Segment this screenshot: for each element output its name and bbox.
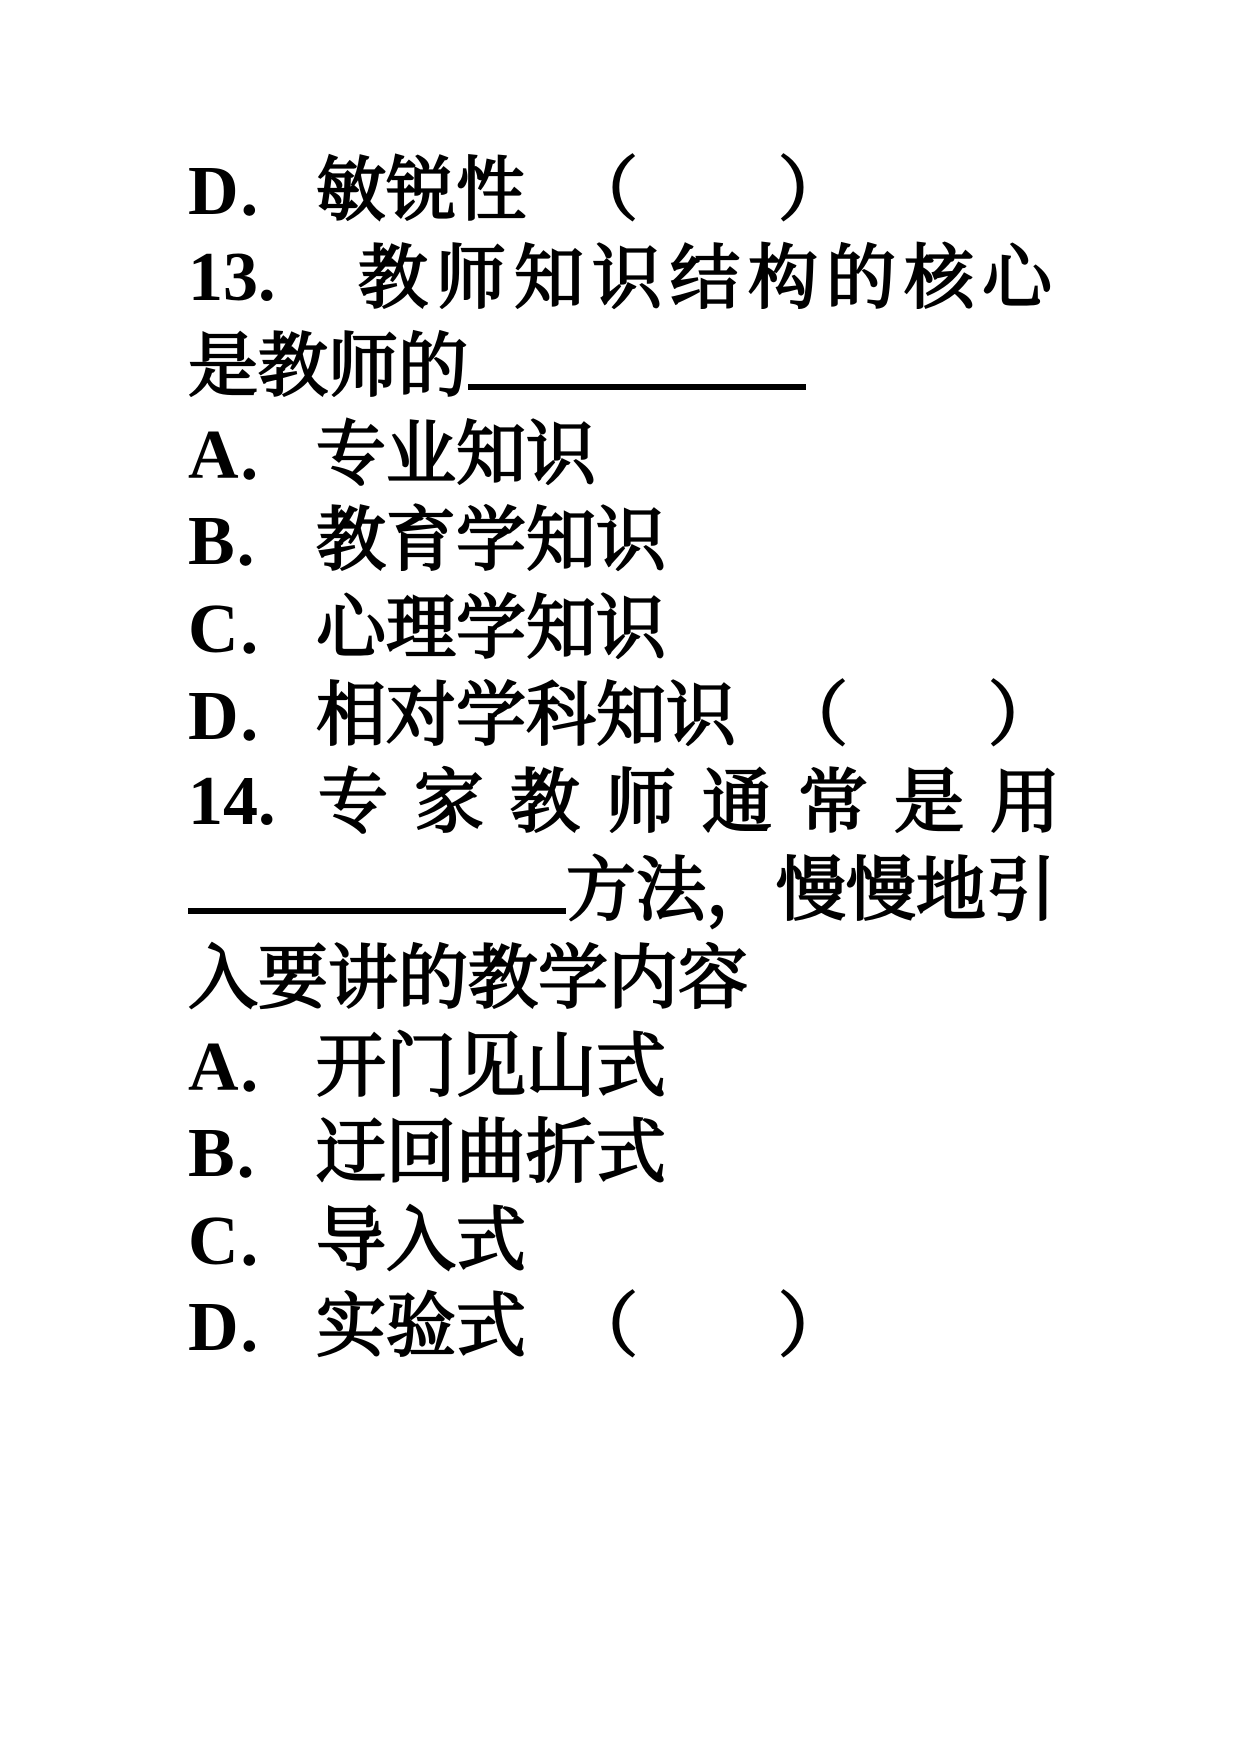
answer-parentheses: （ ） <box>568 1284 848 1367</box>
option-label: C． <box>188 591 309 668</box>
option-text: 教育学知识 <box>316 498 666 581</box>
option-text: 开门见山式 <box>316 1024 666 1107</box>
option-label: B． <box>188 503 305 580</box>
fill-in-blank <box>188 852 566 914</box>
q14-stem-line-3 <box>188 938 748 1018</box>
fill-in-blank <box>468 328 806 390</box>
q14-stem-line-1 <box>188 760 1086 843</box>
option-text: 导入式 <box>316 1198 526 1281</box>
question-stem-text: 方法，慢慢地引 <box>566 848 1056 931</box>
q14-option-b <box>188 1112 666 1192</box>
q14-stem-line-2 <box>188 850 1056 930</box>
q13-stem-line-1 <box>188 238 1060 318</box>
question-stem-text: 是教师的 <box>188 324 468 407</box>
option-label: A． <box>188 417 309 494</box>
option-label: B． <box>188 1115 305 1192</box>
option-text: 敏锐性 <box>316 148 526 231</box>
option-label: D． <box>188 153 309 230</box>
question-stem-text: 入要讲的教学内容 <box>188 936 748 1019</box>
q13-option-d <box>188 675 1058 755</box>
option-label: A． <box>188 1029 309 1106</box>
q14-option-c <box>188 1200 526 1280</box>
q13-option-a <box>188 414 596 494</box>
q14-option-d <box>188 1286 848 1366</box>
question-stem-text: 教师知识结构的核心 <box>358 236 1060 319</box>
question-number: 13. <box>188 239 276 316</box>
option-label: C． <box>188 1203 309 1280</box>
option-text: 迂回曲折式 <box>316 1110 666 1193</box>
option-label: D． <box>188 678 309 755</box>
q13-option-b <box>188 500 666 580</box>
q13-stem-line-2 <box>188 326 806 406</box>
q14-option-a <box>188 1026 666 1106</box>
question-number: 14. <box>188 763 276 840</box>
answer-parentheses: （ ） <box>568 148 848 231</box>
q13-option-c <box>188 588 666 668</box>
option-text: 实验式 <box>316 1284 526 1367</box>
option-text: 专业知识 <box>316 412 596 495</box>
option-label: D． <box>188 1289 309 1366</box>
answer-parentheses: （ ） <box>778 673 1058 756</box>
q12-option-d <box>188 150 848 230</box>
question-stem-text: 专家教师通常是用 <box>318 760 1086 843</box>
option-text: 心理学知识 <box>316 586 666 669</box>
option-text: 相对学科知识 <box>316 673 736 756</box>
